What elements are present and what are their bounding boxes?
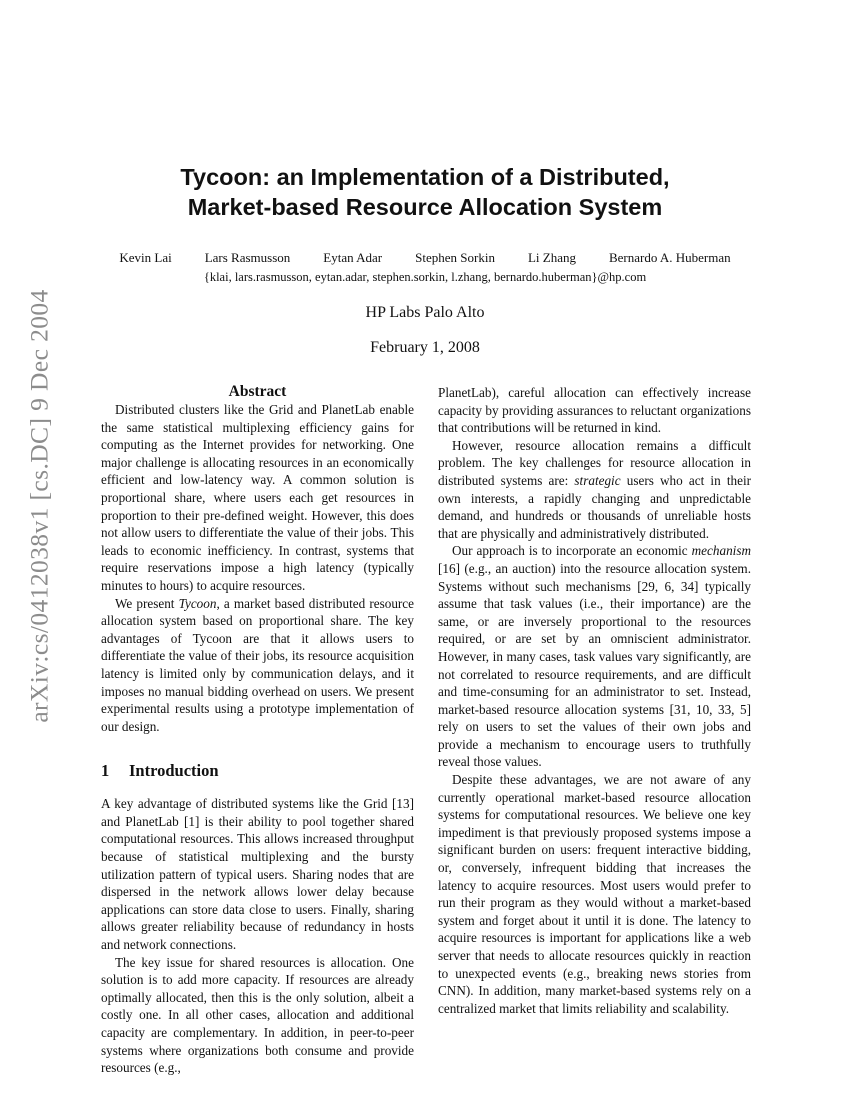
right-column — [438, 384, 751, 1017]
paper-title — [100, 162, 750, 222]
text-run: , a market based distributed resource allocation system based on proportional share. The key advantages of Tycoon are that it allows users to differentiate the value of their jobs, its resource acquisition latency is limited only by communication delays, and it imposes no manual bidding overhead on users. We present experimental results using a prototype implementation of our design. — [101, 595, 415, 734]
author-name: Li Zhang — [527, 250, 576, 265]
title-line-2: Market-based Resource Allocation System — [187, 194, 663, 220]
section-heading — [101, 761, 414, 781]
author-emails: {klai, lars.rasmusson, eytan.adar, stephen.sorkin, l.zhang, bernardo.huberman}@hp.com — [203, 270, 647, 284]
author-name: Stephen Sorkin — [415, 250, 495, 265]
abstract-paragraph: Distributed clusters like the Grid and PlanetLab enable the same statistical multiplexing efficiency gains for computing as the Internet provides for networking. One major challenge is allocating resources in an economically efficient and low-latency way. A common solution is proportional share, where users each get resources in proportion to their pre-defined weight. However, this does not allow users to differentiate the value of their jobs. This leads to economic inefficiency. In contrast, systems that require reservations impose a high latency (typically minutes to hours) to acquire resources. — [101, 402, 414, 593]
author-name: Bernardo A. Huberman — [608, 250, 731, 265]
publication-date: February 1, 2008 — [370, 339, 480, 356]
body-paragraph: PlanetLab), careful allocation can effectively increase capacity by providing assurances to reluctant organizations that contributions will be returned in kind. — [438, 385, 751, 436]
body-paragraph — [438, 437, 751, 543]
affiliation: HP Labs Palo Alto — [365, 304, 485, 321]
title-line-1: Tycoon: an Implementation of a Distributed, — [180, 164, 670, 190]
author-name: Eytan Adar — [323, 250, 383, 265]
emphasis-text: strategic — [574, 472, 621, 488]
body-paragraph: Despite these advantages, we are not aware of any currently operational market-based resource allocation systems for computational resources. We believe one key impediment is that previously proposed systems impose a significant burden on users: frequent interactive bidding, or, conversely, infrequent bidding that increases the latency to acquire resources. Most users would prefer to run their program as they would without a market-based system and forget about it until it is done. The latency to acquire resources is important for applications like a web server that needs to allocate resources quickly in reaction to unexpected events (e.g., breaking news stories from CNN). In addition, many market-based systems rely on a centralized market that limits reliability and scalability. — [438, 772, 751, 1016]
emphasis-text: mechanism — [691, 543, 751, 559]
arxiv-stamp-text: arXiv:cs/0412038v1 [cs.DC] 9 Dec 2004 — [25, 289, 55, 723]
author-name: Lars Rasmusson — [204, 250, 291, 265]
text-run: We present — [115, 595, 179, 611]
text-run: users who act in their own interests, a rapidly changing and unpredictable demand, and hundreds or thousands of unreliable hosts that are physically and administratively distributed. — [438, 472, 751, 541]
text-run: However, resource allocation remains a difficult problem. The key challenges for resource allocation in distributed systems are: — [438, 437, 751, 488]
arxiv-stamp — [18, 263, 62, 749]
author-name: Kevin Lai — [119, 250, 172, 265]
body-paragraph: A key advantage of distributed systems like the Grid [13] and PlanetLab [1] is their ability to pool together shared computational resources. This allows increased throughput because of statistical multiplexing and the bursty utilization pattern of typical users. Sharing nodes that are dispersed in the network allows lower delay because applications can store data close to users. Finally, sharing allows greater reliability because of redundancy in hosts and network connections. — [101, 796, 414, 953]
abstract-paragraph — [101, 595, 414, 736]
body-paragraph: The key issue for shared resources is allocation. One solution is to add more capacity. If resources are already optimally allocated, then this is the only solution, albeit a costly one. In all other cases, allocation and additional capacity are complementary. In addition, in peer-to-peer systems where organizations both consume and provide resources (e.g., — [101, 954, 414, 1076]
text-run: Our approach is to incorporate an economic — [452, 543, 692, 559]
body-paragraph — [438, 542, 751, 771]
section-number: 1 — [101, 761, 110, 781]
text-run: [16] (e.g., an auction) into the resource allocation system. Systems without such mechanisms [29, 6, 34] typically assume that task values (i.e., their importance) are the same, or are inversely proportional to the resources required, or are set by an omniscient administrator. However, in many cases, task values vary significantly, are not correlated to resource requirements, and are difficult and time-consuming for an administrator to set. Instead, market-based resource allocation systems [31, 10, 33, 5] rely on users to set the values of their own jobs and provide a mechanism to encourage users to truthfully reveal those values. — [438, 560, 751, 770]
abstract-heading: Abstract — [228, 383, 287, 400]
section-title: Introduction — [129, 761, 219, 781]
left-column — [101, 383, 414, 1077]
author-list — [100, 250, 750, 266]
emphasis-text: Tycoon — [178, 595, 217, 611]
